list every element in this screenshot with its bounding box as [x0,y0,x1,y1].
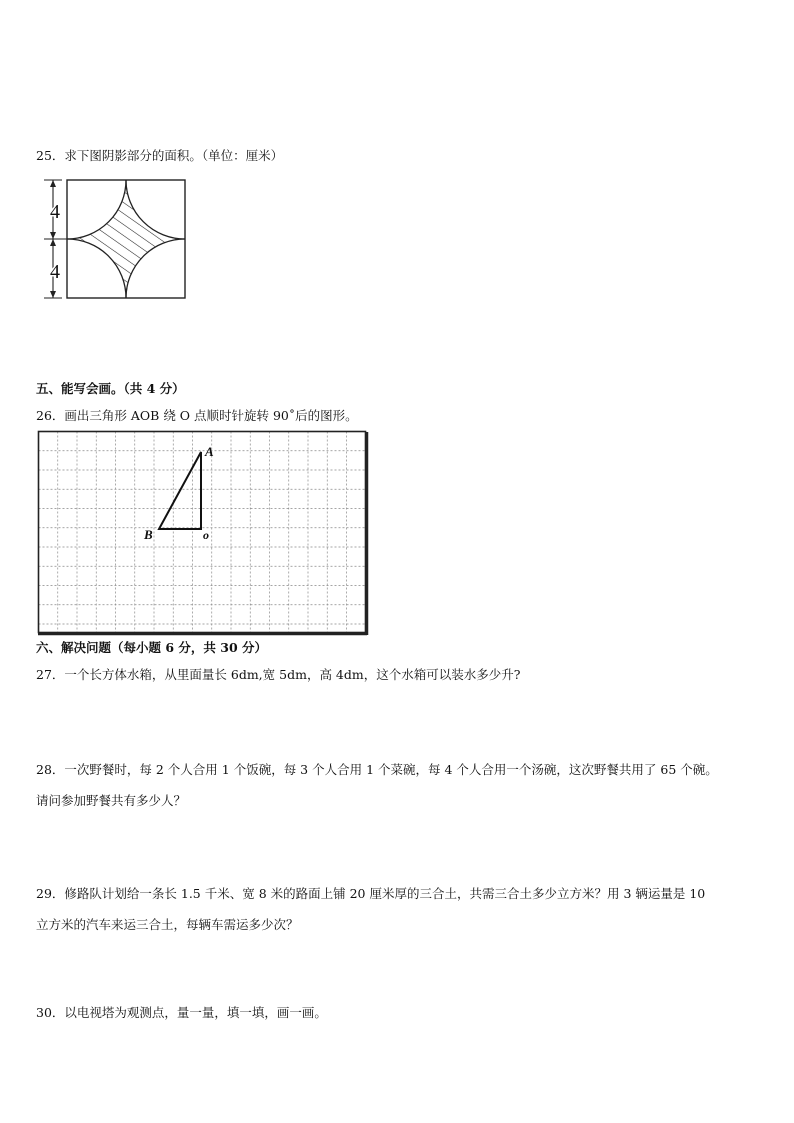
q25-shaded-fill [67,180,185,298]
q28-line2: 请问参加野餐共有多少人？ [36,793,187,808]
q26-text: 26．画出三角形 AOB 绕 O 点顺时针旋转 90˚后的图形。 [36,408,358,423]
q26-grid-figure [37,430,369,636]
q28-line1: 28．一次野餐时，每 2 个人合用 1 个饭碗，每 3 个人合用 1 个菜碗，每 4 个人合用一个汤碗，这次野餐共用了 65 个碗。 [36,762,718,777]
section5-heading: 五、能写会画。（共 4 分） [36,381,185,396]
q27-text: 27．一个长方体水箱，从里面量长 6dm,宽 5dm，高 4dm，这个水箱可以装水多少升? [36,667,521,682]
q25-figure [38,176,198,306]
q25-text: 25．求下图阴影部分的面积。（单位：厘米） [36,148,284,163]
section6-heading: 六、解决问题（每小题 6 分，共 30 分） [36,640,268,655]
q30-text: 30．以电视塔为观测点，量一量，填一填，画一画。 [36,1005,327,1020]
q26-label-o: o [203,528,209,542]
q26-label-b: B [144,527,153,542]
q26-label-a: A [205,444,214,459]
q25-dim-top-label: 4 [50,201,60,223]
q29-line1: 29．修路队计划给一条长 1.5 千米、宽 8 米的路面上铺 20 厘米厚的三合土，共需三合土多少立方米？用 3 辆运量是 10 [36,886,706,901]
q26-triangle-aob [159,452,201,529]
q29-line2: 立方米的汽车来运三合土，每辆车需运多少次？ [36,917,299,932]
q25-dim-bottom-label: 4 [50,261,60,283]
